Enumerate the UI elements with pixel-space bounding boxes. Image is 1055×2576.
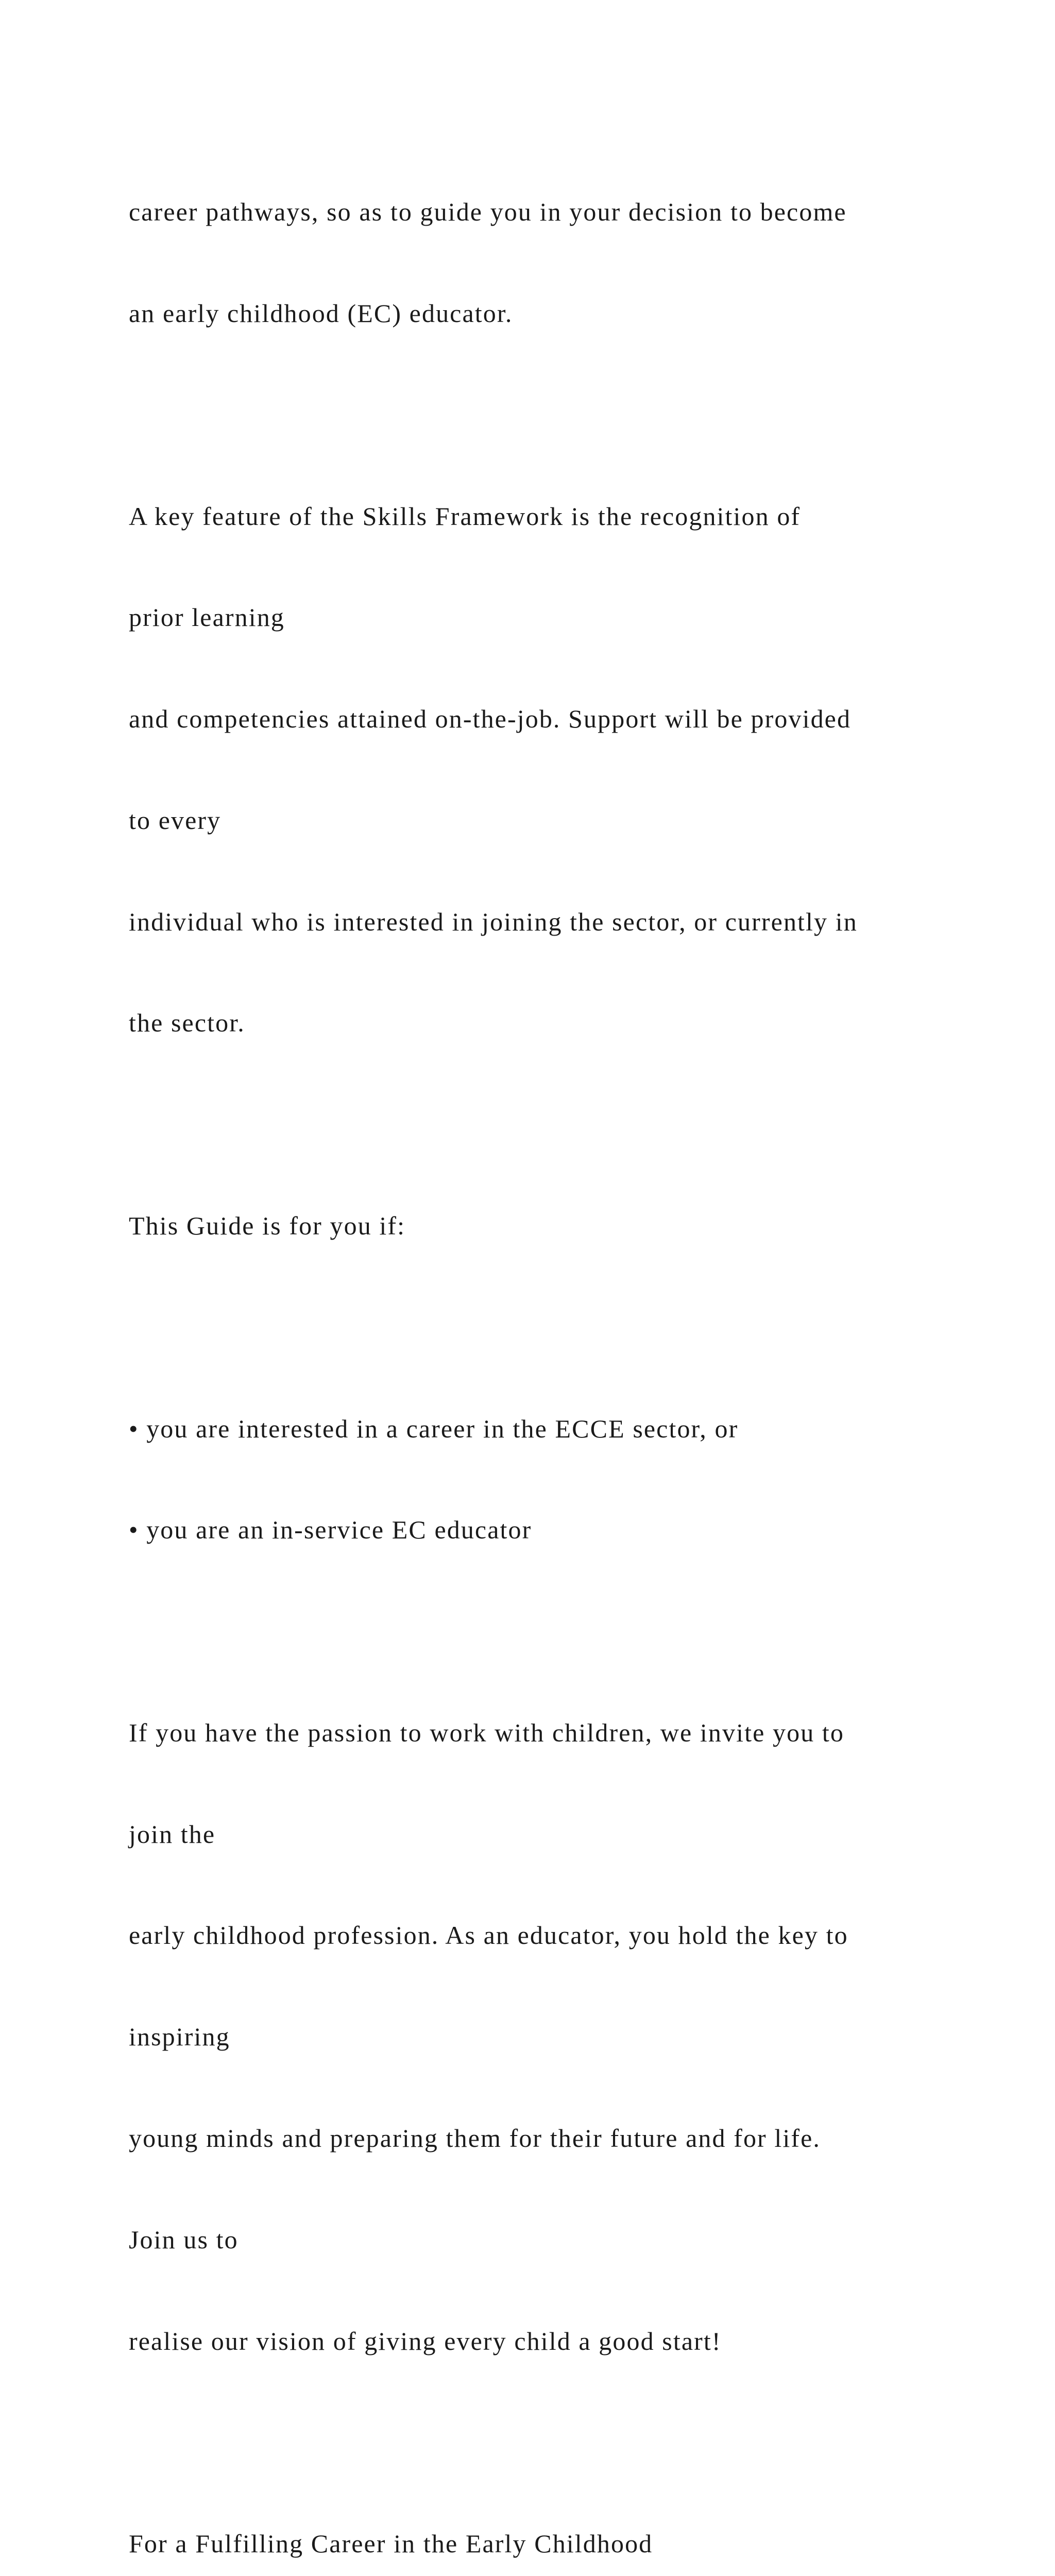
text-line: an early childhood (EC) educator. — [129, 298, 513, 328]
blank-line — [129, 1615, 1005, 1649]
text-line: career pathways, so as to guide you in your decision to become — [129, 197, 847, 227]
text-line: If you have the passion to work with children, we invite you to — [129, 1718, 844, 1747]
text-line: This Guide is for you if: — [129, 1211, 406, 1240]
text-line: join the — [129, 1819, 216, 1849]
bullet-item: • you are interested in a career in the ECCE sector, or — [129, 1414, 739, 1443]
text-line: prior learning — [129, 603, 285, 632]
text-line: individual who is interested in joining the sector, or currently in — [129, 907, 858, 936]
text-line: early childhood profession. As an educator, you hold the key to — [129, 1921, 848, 1950]
text-line: to every — [129, 805, 222, 835]
blank-line — [129, 2426, 1005, 2460]
document-body — [129, 128, 1005, 2576]
text-line: young minds and preparing them for their future and for life. — [129, 2124, 821, 2153]
blank-line — [129, 1108, 1005, 1142]
bullet-item: • you are an in-service EC educator — [129, 1515, 532, 1545]
heading-line: For a Fulfilling Career in the Early Childhood — [129, 2529, 653, 2558]
text-line: the sector. — [129, 1008, 245, 1038]
blank-line — [129, 1311, 1005, 1345]
text-line: realise our vision of giving every child a good start! — [129, 2326, 722, 2355]
blank-line — [129, 398, 1005, 432]
text-line: A key feature of the Skills Framework is the recognition of — [129, 501, 801, 531]
text-line: and competencies attained on-the-job. Support will be provided — [129, 704, 852, 734]
text-line: inspiring — [129, 2022, 230, 2052]
text-line: Join us to — [129, 2225, 239, 2254]
